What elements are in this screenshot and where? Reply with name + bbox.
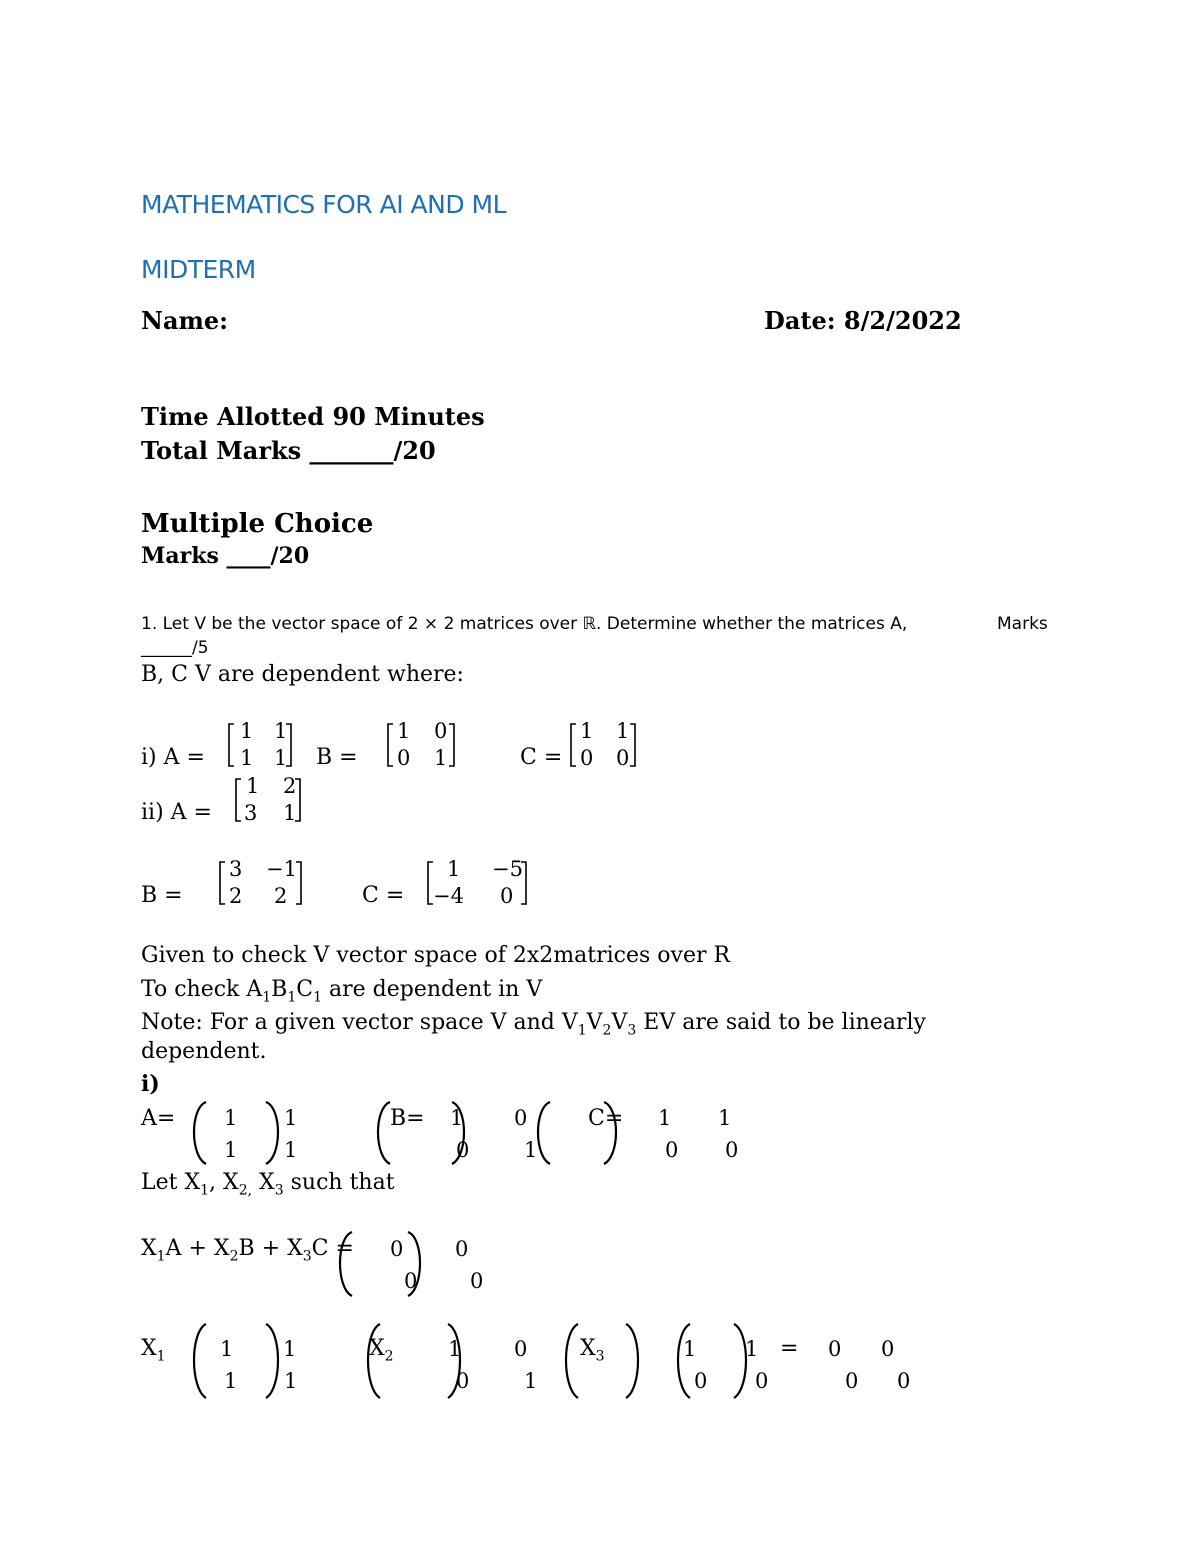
part-ii-b-12: −1: [266, 857, 297, 881]
answer-note: Note: For a given vector space V and $V_1V_2V_3$ EV are said to be linearly: [141, 1010, 926, 1039]
part-i-a-11: 1: [240, 719, 254, 743]
final-equals: =: [780, 1336, 799, 1361]
answer-note-line-2: dependent.: [141, 1039, 267, 1064]
answer-c-22: 0: [725, 1138, 739, 1162]
part-ii-a-11: 1: [246, 774, 260, 798]
answer-line-1: Given to check V vector space of 2x2matrices over R: [141, 943, 731, 968]
answer-a-11: 1: [224, 1106, 238, 1130]
final-x2-label: $X_2$: [369, 1336, 394, 1365]
final-x3-parens: [560, 1322, 660, 1402]
answer-b-11: 1: [450, 1106, 464, 1130]
question-1-marks-value: ______/5: [141, 638, 209, 658]
answer-zero-12: 0: [455, 1237, 469, 1261]
part-i-a-brackets: [228, 722, 298, 768]
part-ii-a-12: 2: [283, 774, 297, 798]
part-i-c-21: 0: [580, 746, 594, 770]
final-m1-11: 1: [220, 1337, 234, 1361]
answer-zero-11: 0: [390, 1237, 404, 1261]
part-ii-b-21: 2: [229, 884, 243, 908]
part-ii-b-label: B =: [141, 883, 183, 908]
question-1-marks: Marks: [997, 614, 1048, 634]
answer-c-21: 0: [665, 1138, 679, 1162]
final-m3-11: 1: [683, 1337, 697, 1361]
answer-a-parens: [188, 1100, 288, 1168]
part-ii-c-22: 0: [500, 884, 514, 908]
part-i-c-11: 1: [580, 719, 594, 743]
final-m3-12: 1: [745, 1337, 759, 1361]
answer-let-line: Let $X_1$, $X_{2,}$ $X_3$ such that: [141, 1170, 395, 1199]
part-ii-a-label: ii) A =: [141, 800, 212, 825]
answer-b-label: B=: [390, 1106, 425, 1131]
part-i-c-12: 1: [616, 719, 630, 743]
question-1-continuation: B, C V are dependent where:: [141, 662, 464, 687]
part-i-a-21: 1: [240, 746, 254, 770]
part-i-b-label: B =: [316, 745, 358, 770]
final-x1-label: $X_1$: [141, 1336, 166, 1365]
part-ii-b-11: 3: [229, 857, 243, 881]
final-m3-22: 0: [755, 1369, 769, 1393]
part-ii-a-22: 1: [283, 801, 297, 825]
part-ii-c-21: −4: [433, 884, 464, 908]
final-m3-21: 0: [694, 1369, 708, 1393]
part-i-b-12: 0: [434, 719, 448, 743]
answer-zero-parens: [334, 1230, 434, 1300]
final-m2-22: 1: [524, 1369, 538, 1393]
final-m1-parens: [188, 1322, 288, 1402]
answer-part-i-label: i): [141, 1071, 160, 1097]
final-zero-21: 0: [845, 1369, 859, 1393]
section-marks: Marks ____/20: [141, 543, 310, 569]
part-i-b-22: 1: [434, 746, 448, 770]
answer-line-2: To check $A_1B_1C_1$ are dependent in V: [141, 977, 543, 1006]
answer-a-22: 1: [284, 1138, 298, 1162]
answer-a-12: 1: [284, 1106, 298, 1130]
total-marks: Total Marks _______/20: [141, 436, 436, 465]
part-i-a-12: 1: [274, 719, 288, 743]
part-i-a-label: i) A =: [141, 745, 205, 770]
answer-a-label: A=: [141, 1106, 176, 1131]
answer-zero-22: 0: [470, 1269, 484, 1293]
section-title: Multiple Choice: [141, 509, 374, 539]
part-i-a-22: 1: [274, 746, 288, 770]
name-label: Name:: [141, 306, 229, 335]
final-m1-12: 1: [283, 1337, 297, 1361]
part-i-c-22: 0: [616, 746, 630, 770]
part-ii-c-11: 1: [447, 857, 461, 881]
part-ii-a-21: 3: [244, 801, 258, 825]
time-allotted: Time Allotted 90 Minutes: [141, 402, 485, 431]
answer-b-22: 1: [524, 1138, 538, 1162]
answer-equation: $X_1A + X_2B + X_3C$ =: [141, 1236, 354, 1265]
date-label: Date: 8/2/2022: [764, 306, 962, 335]
part-i-b-21: 0: [397, 746, 411, 770]
final-zero-22: 0: [897, 1369, 911, 1393]
answer-c-11: 1: [658, 1106, 672, 1130]
final-m2-11: 1: [448, 1337, 462, 1361]
question-1-text: 1. Let V be the vector space of 2 × 2 matrices over ℝ. Determine whether the matrices A,: [141, 614, 908, 634]
final-x3-label: $X_3$: [580, 1336, 605, 1365]
answer-c-label: C=: [588, 1106, 624, 1131]
answer-b-12: 0: [514, 1106, 528, 1130]
final-zero-12: 0: [881, 1337, 895, 1361]
answer-zero-21: 0: [404, 1269, 418, 1293]
part-ii-b-22: 2: [274, 884, 288, 908]
part-i-c-label: C =: [520, 745, 563, 770]
part-ii-c-label: C =: [362, 883, 405, 908]
final-m2-21: 0: [456, 1369, 470, 1393]
part-ii-c-12: −5: [492, 857, 523, 881]
answer-b-21: 0: [456, 1138, 470, 1162]
part-i-b-11: 1: [397, 719, 411, 743]
final-zero-11: 0: [828, 1337, 842, 1361]
exam-title: MIDTERM: [141, 255, 256, 284]
final-m1-21: 1: [224, 1369, 238, 1393]
answer-a-21: 1: [224, 1138, 238, 1162]
answer-c-12: 1: [718, 1106, 732, 1130]
final-m2-12: 0: [514, 1337, 528, 1361]
final-m1-22: 1: [284, 1369, 298, 1393]
course-title: MATHEMATICS FOR AI AND ML: [141, 190, 507, 219]
